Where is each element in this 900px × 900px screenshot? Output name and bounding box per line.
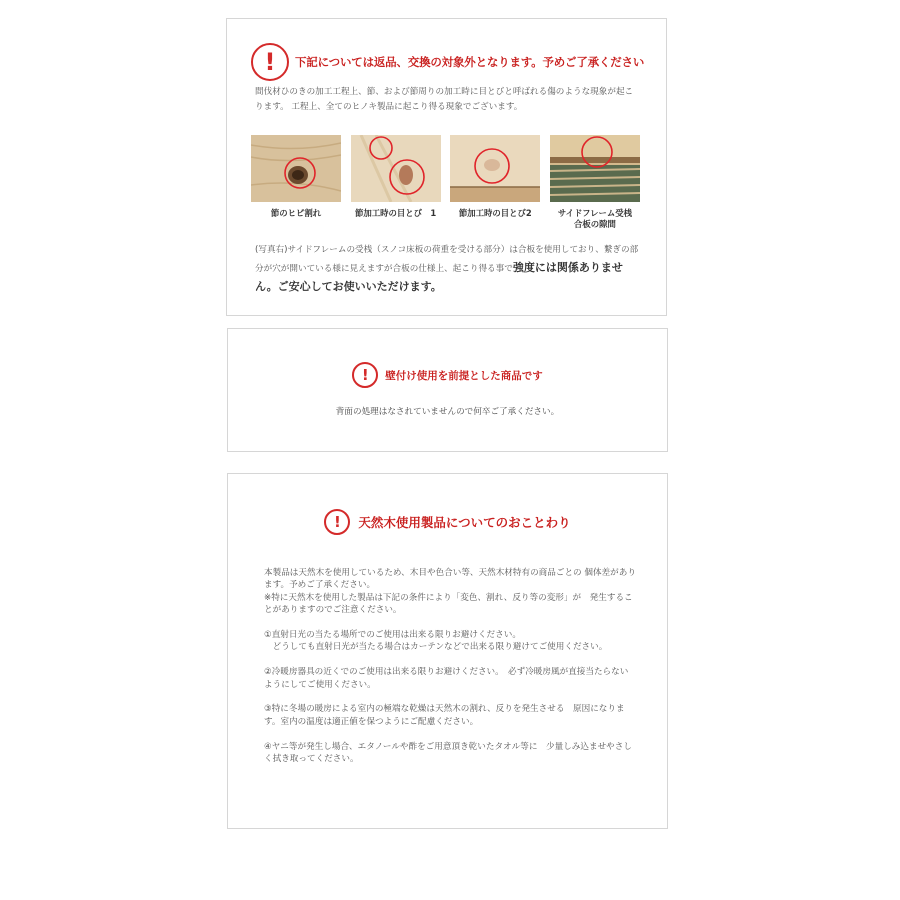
photo-caption: サイドフレーム受桟 合板の隙間 [557,208,633,229]
return-exclusion-header [251,43,644,81]
natural-wood-title: 天然木使用製品についてのおことわり [358,515,571,530]
natural-wood-paragraph: ③特に冬場の暖房による室内の極端な乾燥は天然木の割れ、反りを発生させる 原因になります。室内の温度は適正値を保つようにご配慮ください。 [264,704,625,727]
wall-mount-body: 背面の処理はなされていませんので何卒ご了承ください。 [335,407,560,417]
photo-knot-chip-1 [351,135,441,230]
natural-wood-paragraph: ②冷暖房器具の近くでのご使用は出来る限りお避けください。 必ず冷暖房風が直接当たらないようにしてご使用ください。 [264,667,629,690]
knot-chip-1-image [351,135,441,202]
photo-side-frame-gap [550,135,640,230]
wall-mount-title: 壁付け使用を前提とした商品です [385,369,543,382]
exclamation-circle-icon: ! [324,509,350,535]
side-frame-note [255,241,643,297]
strength-reassurance: 強度には関係ありません。ご安心してお使いいただけます。 [255,261,623,293]
defect-photo-gallery [251,135,640,230]
natural-wood-panel [227,473,668,829]
natural-wood-paragraph: ①直射日光の当たる場所でのご使用は出来る限りお避けください。 どうしても直射日光が当たる場合はカーテンなどで出来る限り避けてご使用ください。 [264,630,608,653]
natural-wood-paragraph: ④ヤニ等が発生し場合、エタノールや酢をご用意頂き乾いたタオル等に 少量しみ込ませやさしく拭き取ってください。 [264,741,632,765]
photo-caption: 節のヒビ割れ [270,208,322,218]
natural-wood-paragraph: 本製品は天然木を使用しているため、木目や色合い等、天然木材特有の商品ごとの 個体差があります。予めご了承ください。 ※特に天然木を使用した製品は下記の条件により「変色、割れ、反り等の変形」が 発生することがありますのでご注意ください。 [264,568,636,616]
return-exclusion-intro: 間伐材ひのきの加工工程上、節、および節周りの加工時に目とびと呼ばれる傷のような現象が起こります。 工程上、全てのヒノキ製品に起こり得る現象でございます。 [255,87,634,112]
side-frame-gap-image [550,135,640,202]
natural-wood-notes [264,567,636,778]
return-exclusion-title: 下記については返品、交換の対象外となります。予めご了承ください [295,55,645,69]
knot-crack-image [251,135,341,202]
photo-caption: 節加工時の目とび 1 [355,208,437,218]
photo-knot-crack [251,135,341,230]
photo-caption: 節加工時の目とび2 [458,208,532,218]
natural-wood-header [228,509,667,535]
photo-knot-chip-2 [450,135,540,230]
knot-chip-2-image [450,135,540,202]
exclamation-circle-icon: ! [251,43,289,81]
side-frame-note-text: (写真右)サイドフレームの受桟（スノコ床板の荷重を受ける部分）は合板を使用しており、繋ぎの部分が穴が開いている様に見えますが合板の仕様上、起こり得る事で [255,245,639,274]
exclamation-circle-icon: ! [352,362,378,388]
return-exclusion-panel [226,18,667,316]
wall-mount-header [228,362,667,388]
wall-mount-panel [227,328,668,452]
